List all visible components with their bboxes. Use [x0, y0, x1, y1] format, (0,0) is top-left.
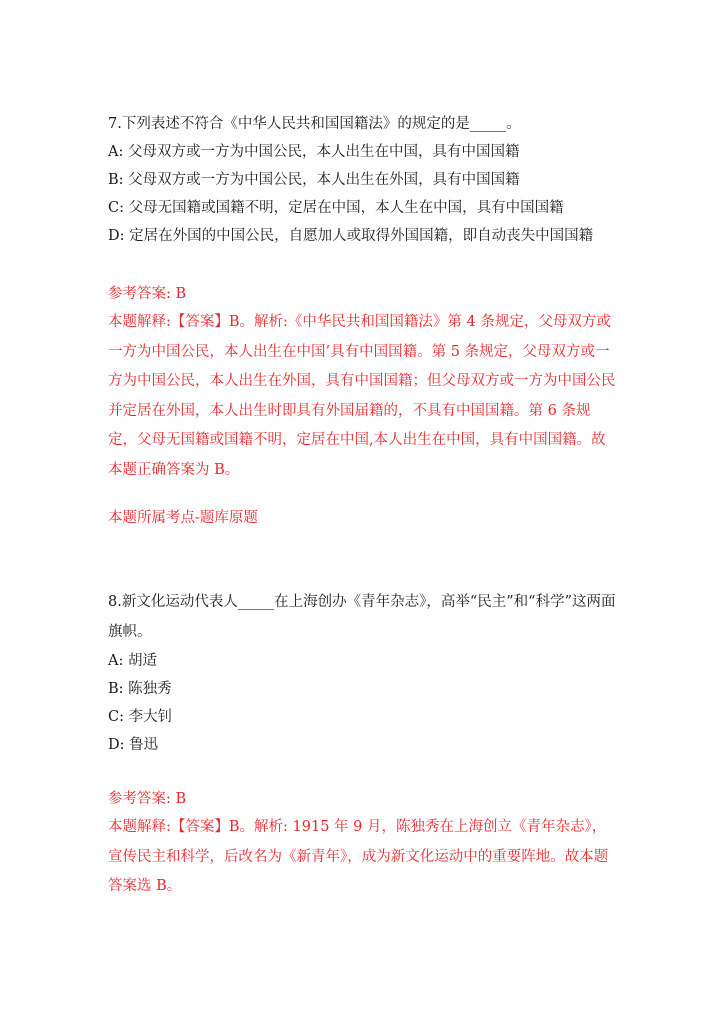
question-7-stem: 7.下列表述不符合《中华人民共和国国籍法》的规定的是_____。 [108, 116, 521, 132]
question-8-answer: 参考答案: B [108, 791, 187, 807]
question-7-source-text: 本题所属考点-题库原题 [108, 510, 258, 526]
question-8-stem: 8.新文化运动代表人_____在上海创办《青年杂志》，高举“民主”和“科学”这两面旗帜。 [108, 594, 616, 640]
question-8-option-b: B: 陈独秀 [108, 681, 172, 697]
question-7-option-b: B: 父母双方或一方为中国公民，本人出生在外国，具有中国国籍 [108, 172, 520, 188]
question-8 [108, 588, 616, 759]
question-8-option-d: D: 鲁迅 [108, 737, 159, 753]
question-8-explanation: 本题解释:【答案】B。解析: 1915 年 9 月，陈独秀在上海创立《青年杂志》，宣传民主和科学，后改名为《新青年》，成为新文化运动中的重要阵地。故本题答案选 B。 [108, 819, 609, 894]
question-8-option-a: A: 胡适 [108, 653, 157, 669]
question-7 [108, 110, 616, 250]
question-7-answer: 参考答案: B [108, 286, 187, 302]
question-7-source [108, 504, 616, 532]
question-8-answer-block [108, 785, 616, 902]
question-7-option-d: D: 定居在外国的中国公民，自愿加人或取得外国国籍，即自动丧失中国国籍 [108, 228, 594, 244]
question-7-option-a: A: 父母双方或一方为中国公民，本人出生在中国，具有中国国籍 [108, 144, 520, 160]
question-7-option-c: C: 父母无国籍或国籍不明，定居在中国，本人生在中国，具有中国国籍 [108, 200, 564, 216]
question-7-answer-block [108, 280, 616, 485]
question-8-option-c: C: 李大钊 [108, 709, 173, 725]
question-7-explanation: 本题解释:【答案】B。解析:《中华民共和国国籍法》第 4 条规定，父母双方或一方为中国公民，本人出生在中国’具有中国国籍。第 5 条规定，父母双方或一方为中国公民，本人出生在外国，具有中国国籍；但父母双方或一方为中国公民并定居在外国，本人出生时即具有外国届籍的，不具有中国国籍。第 6 条规定，父母无国籍或国籍不明，定居在中国,本人出生在中国，具有中国国籍。故本题正确答案为 B。 [108, 314, 616, 478]
